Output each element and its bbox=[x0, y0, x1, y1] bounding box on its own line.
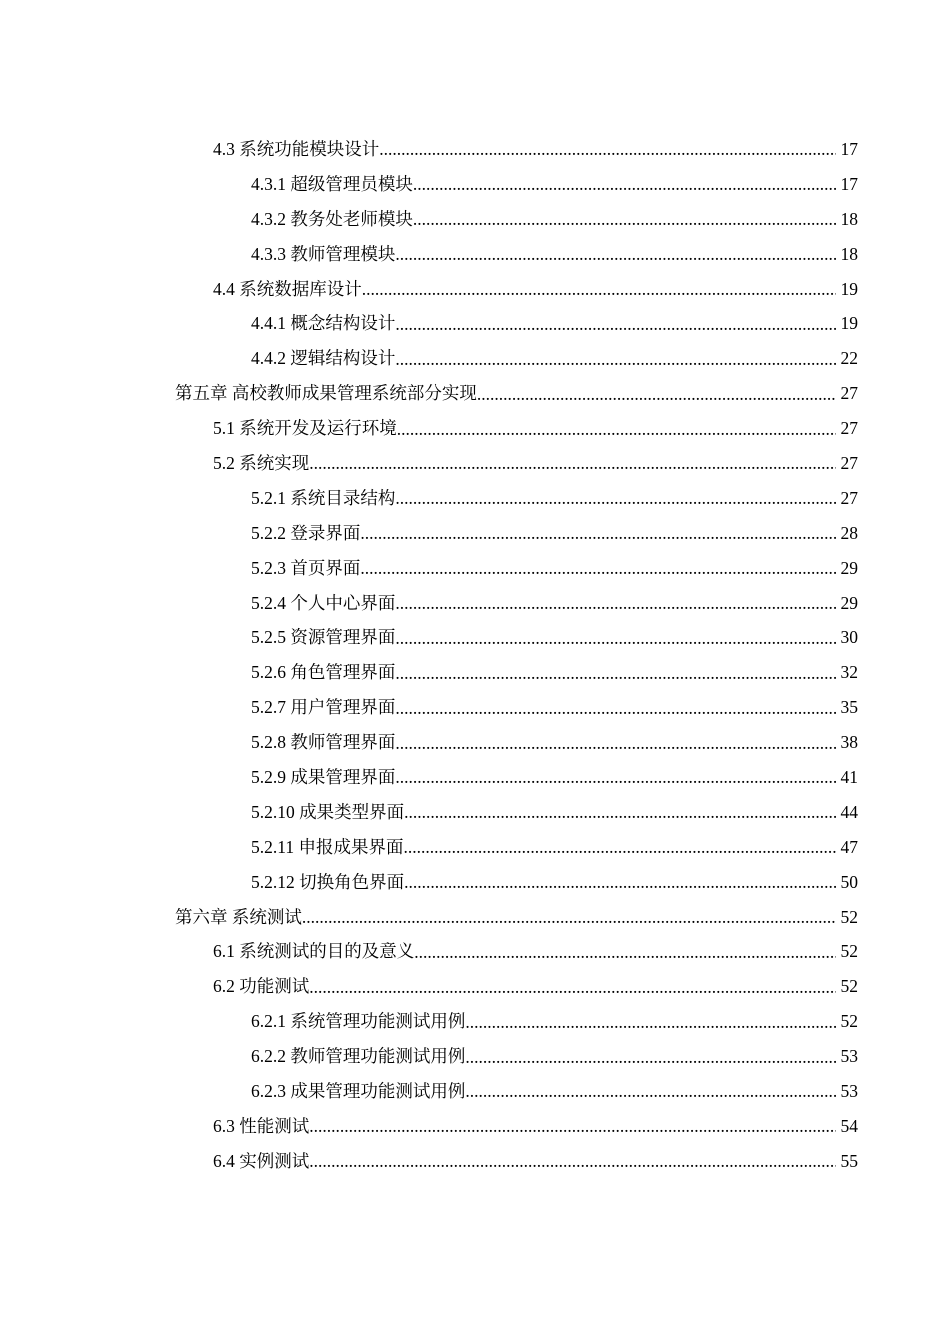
toc-dot-leader bbox=[395, 586, 836, 621]
toc-entry-page-number: 53 bbox=[840, 1081, 858, 1102]
toc-entry-page-number: 52 bbox=[840, 976, 858, 997]
toc-entry[interactable] bbox=[0, 1004, 950, 1039]
toc-dot-leader bbox=[395, 306, 836, 341]
toc-entry[interactable] bbox=[0, 481, 950, 516]
toc-entry-title: 6.4 实例测试 bbox=[213, 1150, 310, 1171]
toc-entry-title: 第六章 系统测试 bbox=[175, 906, 302, 927]
toc-entry-page-number: 55 bbox=[840, 1150, 858, 1171]
toc-entry-title: 6.1 系统测试的目的及意义 bbox=[213, 941, 415, 962]
toc-entry-page-number: 17 bbox=[840, 139, 858, 159]
toc-entry-page-number: 19 bbox=[840, 313, 858, 334]
toc-entry-page-number: 52 bbox=[840, 906, 858, 927]
toc-entry-title: 5.1 系统开发及运行环境 bbox=[213, 418, 397, 439]
toc-dot-leader bbox=[465, 1004, 836, 1039]
toc-entry-page-number: 50 bbox=[840, 871, 858, 892]
table-of-contents bbox=[0, 132, 950, 1179]
toc-dot-leader bbox=[395, 725, 836, 760]
toc-entry[interactable] bbox=[0, 900, 950, 935]
toc-dot-leader bbox=[395, 760, 836, 795]
toc-dot-leader bbox=[395, 655, 836, 690]
toc-entry-title: 6.2.3 成果管理功能测试用例 bbox=[251, 1081, 466, 1102]
toc-entry-page-number: 54 bbox=[840, 1115, 858, 1136]
toc-entry-title: 4.3 系统功能模块设计 bbox=[213, 139, 380, 159]
toc-entry-page-number: 28 bbox=[840, 522, 858, 543]
toc-entry[interactable] bbox=[0, 865, 950, 900]
toc-entry-page-number: 38 bbox=[840, 732, 858, 753]
toc-entry[interactable] bbox=[0, 586, 950, 621]
toc-entry-page-number: 47 bbox=[840, 836, 858, 857]
toc-entry-page-number: 18 bbox=[840, 208, 858, 229]
toc-entry-page-number: 52 bbox=[840, 1011, 858, 1032]
toc-dot-leader bbox=[404, 865, 836, 900]
toc-entry-page-number: 53 bbox=[840, 1046, 858, 1067]
toc-entry[interactable] bbox=[0, 620, 950, 655]
toc-entry[interactable] bbox=[0, 795, 950, 830]
toc-dot-leader bbox=[309, 1109, 836, 1144]
toc-entry-title: 5.2.11 申报成果界面 bbox=[251, 836, 404, 857]
toc-entry[interactable] bbox=[0, 306, 950, 341]
toc-dot-leader bbox=[309, 446, 836, 481]
toc-entry-title: 5.2.10 成果类型界面 bbox=[251, 801, 405, 822]
toc-entry-title: 5.2.2 登录界面 bbox=[251, 522, 361, 543]
toc-dot-leader bbox=[413, 202, 836, 237]
toc-entry-page-number: 29 bbox=[840, 592, 858, 613]
toc-entry[interactable] bbox=[0, 725, 950, 760]
toc-entry-page-number: 17 bbox=[840, 173, 858, 194]
toc-entry[interactable] bbox=[0, 376, 950, 411]
toc-entry-title: 4.4.1 概念结构设计 bbox=[251, 313, 396, 334]
toc-entry-title: 5.2 系统实现 bbox=[213, 453, 310, 474]
toc-dot-leader bbox=[465, 1039, 836, 1074]
toc-entry-page-number: 18 bbox=[840, 243, 858, 264]
toc-entry[interactable] bbox=[0, 760, 950, 795]
toc-dot-leader bbox=[395, 481, 836, 516]
toc-entry-page-number: 22 bbox=[840, 348, 858, 369]
toc-entry-page-number: 30 bbox=[840, 627, 858, 648]
toc-entry[interactable] bbox=[0, 1109, 950, 1144]
toc-entry[interactable] bbox=[0, 411, 950, 446]
toc-entry[interactable] bbox=[0, 446, 950, 481]
toc-dot-leader bbox=[414, 934, 836, 969]
toc-entry-title: 5.2.5 资源管理界面 bbox=[251, 627, 396, 648]
toc-entry[interactable] bbox=[0, 237, 950, 272]
toc-entry-title: 5.2.7 用户管理界面 bbox=[251, 697, 396, 718]
toc-entry[interactable] bbox=[0, 1144, 950, 1179]
toc-entry-title: 6.2 功能测试 bbox=[213, 976, 310, 997]
toc-entry-title: 5.2.9 成果管理界面 bbox=[251, 767, 396, 788]
toc-entry-title: 5.2.8 教师管理界面 bbox=[251, 732, 396, 753]
toc-dot-leader bbox=[360, 516, 836, 551]
toc-entry[interactable] bbox=[0, 830, 950, 865]
toc-entry-title: 5.2.6 角色管理界面 bbox=[251, 662, 396, 683]
toc-dot-leader bbox=[395, 237, 836, 272]
toc-entry[interactable] bbox=[0, 655, 950, 690]
toc-entry[interactable] bbox=[0, 516, 950, 551]
toc-entry[interactable] bbox=[0, 690, 950, 725]
toc-entry[interactable] bbox=[0, 167, 950, 202]
toc-dot-leader bbox=[360, 551, 836, 586]
toc-entry-page-number: 52 bbox=[840, 941, 858, 962]
toc-entry[interactable] bbox=[0, 934, 950, 969]
toc-entry-title: 5.2.3 首页界面 bbox=[251, 557, 361, 578]
toc-entry-title: 6.3 性能测试 bbox=[213, 1115, 310, 1136]
toc-entry-page-number: 35 bbox=[840, 697, 858, 718]
toc-dot-leader bbox=[309, 969, 836, 1004]
toc-dot-leader bbox=[379, 132, 836, 167]
toc-entry-title: 5.2.4 个人中心界面 bbox=[251, 592, 396, 613]
toc-dot-leader bbox=[413, 167, 836, 202]
toc-entry-page-number: 27 bbox=[840, 383, 858, 404]
toc-entry-title: 第五章 高校教师成果管理系统部分实现 bbox=[175, 383, 477, 404]
toc-dot-leader bbox=[403, 830, 836, 865]
toc-entry-page-number: 27 bbox=[840, 453, 858, 474]
toc-entry-title: 4.3.1 超级管理员模块 bbox=[251, 173, 413, 194]
toc-dot-leader bbox=[397, 411, 836, 446]
toc-entry-page-number: 27 bbox=[840, 487, 858, 508]
toc-entry-title: 6.2.2 教师管理功能测试用例 bbox=[251, 1046, 466, 1067]
toc-dot-leader bbox=[395, 620, 836, 655]
toc-entry-page-number: 44 bbox=[840, 801, 858, 822]
toc-entry-title: 4.3.2 教务处老师模块 bbox=[251, 208, 413, 229]
toc-entry[interactable] bbox=[0, 132, 950, 167]
toc-dot-leader bbox=[404, 795, 836, 830]
toc-entry-title: 4.4 系统数据库设计 bbox=[213, 278, 362, 299]
toc-entry-page-number: 27 bbox=[840, 418, 858, 439]
toc-entry-page-number: 32 bbox=[840, 662, 858, 683]
toc-entry-title: 5.2.12 切换角色界面 bbox=[251, 871, 405, 892]
toc-entry[interactable] bbox=[0, 1074, 950, 1109]
toc-entry-title: 4.3.3 教师管理模块 bbox=[251, 243, 396, 264]
toc-entry[interactable] bbox=[0, 551, 950, 586]
toc-entry[interactable] bbox=[0, 272, 950, 307]
toc-dot-leader bbox=[395, 690, 836, 725]
toc-dot-leader bbox=[302, 900, 836, 935]
toc-entry[interactable] bbox=[0, 202, 950, 237]
toc-entry-title: 5.2.1 系统目录结构 bbox=[251, 487, 396, 508]
toc-entry-page-number: 29 bbox=[840, 557, 858, 578]
toc-dot-leader bbox=[309, 1144, 836, 1179]
toc-dot-leader bbox=[477, 376, 836, 411]
toc-entry[interactable] bbox=[0, 969, 950, 1004]
toc-entry-title: 4.4.2 逻辑结构设计 bbox=[251, 348, 396, 369]
toc-entry-page-number: 19 bbox=[840, 278, 858, 299]
toc-entry-title: 6.2.1 系统管理功能测试用例 bbox=[251, 1011, 466, 1032]
toc-dot-leader bbox=[362, 272, 836, 307]
toc-entry[interactable] bbox=[0, 341, 950, 376]
toc-entry[interactable] bbox=[0, 1039, 950, 1074]
toc-dot-leader bbox=[465, 1074, 836, 1109]
toc-dot-leader bbox=[395, 341, 836, 376]
toc-entry-page-number: 41 bbox=[840, 767, 858, 788]
